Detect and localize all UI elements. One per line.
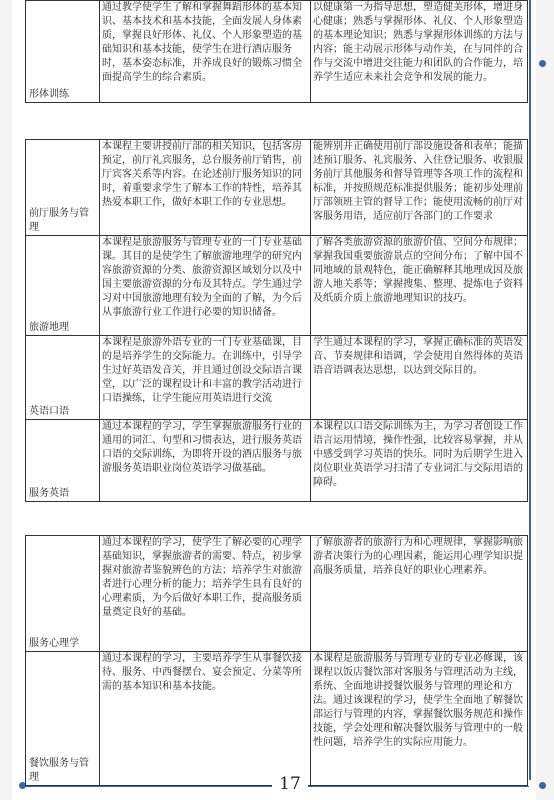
course-name: 餐饮服务与管理 xyxy=(26,652,100,786)
course-name: 旅游地理 xyxy=(26,236,100,336)
course-row xyxy=(26,652,528,786)
course-content: 能辨别并正确使用前厅部设施设备和表单；能描述预订服务、礼宾服务、入住登记服务、收银服务前厅其他服务和督导管理等各项工作的流程和标准，并按照规范标准提供服务；能初步处理前厅部领班主管的督导工作；能使用流畅的前厅对客服务用语，适应前厅各部门的工作要求 xyxy=(311,140,528,236)
course-row xyxy=(26,236,528,336)
margin-dot xyxy=(539,782,546,789)
course-content: 以健康第一为指导思想，塑造健美形体，增进身心健康；熟悉与掌握形体、礼仪、个人形象塑造的基本理论知识；熟悉与掌握形体训练的方法与内容；能主动展示形体与动作美，在与同伴的合作与交流中增进交往能力和团队的合作能力，培养学生适应未来社会竞争和发展的能力。 xyxy=(311,1,528,103)
course-goal: 本课程是旅游服务与管理专业的一门专业基础课。其目的是使学生了解旅游地理学的研究内容旅游资源的分类、旅游资源区域划分以及中国主要旅游资源的分布及其特点。学生通过学习对中国旅游地理有较为全面的了解，为今后从事旅游行业工作进行必要的知识储备。 xyxy=(100,236,311,336)
course-content: 了解各类旅游资源的旅游价值、空间分布规律；掌握我国重要旅游景点的空间分布；了解中国不同地域的景观特色，能正确解释其地理成因及旅游人地关系等；掌握搜集、整理、提炼电子资料及纸质介质上旅游地理知识的技巧。 xyxy=(311,236,528,336)
course-goal: 本课程主要讲授前厅部的相关知识，包括客房预定，前厅礼宾服务，总台服务前厅销售，前厅宾客关系等内容。在论述前厅服务知识的同时，着重要求学生了解本工作的特性，培养其热爱本职工作，做好本职工作的专业思想。 xyxy=(100,140,311,236)
course-row xyxy=(26,336,528,420)
course-content: 本课程是旅游服务与管理专业的专业必修课，该课程以饭店餐饮部对客服务与管理活动为主线，系统、全面地讲授餐饮服务与管理的理论和方法。通过该课程的学习，使学生全面地了解餐饮部运行与管理的内容，掌握餐饮服务规范和操作技能，学会处理和解决餐饮服务与管理中的一般性问题，培养学生的实际应用能力。 xyxy=(311,652,528,786)
course-goal: 通过本课程的学习，使学生了解必要的心理学基础知识，掌握旅游者的需要、特点，初步掌握对旅游者鉴貌辨色的方法；培养学生对旅游者进行心理分析的能力；培养学生具有良好的心理素质，为今后做好本职工作，提高服务质量奠定良好的基础。 xyxy=(100,536,311,652)
course-goal: 本课程是旅游外语专业的一门专业基础课，目的是培养学生的交际能力。在训练中，引导学生过好英语发音关，并且通过创设交际语言课堂，以广泛的课程设计和丰富的教学活动进行口语操练，让学生能应用英语进行交流 xyxy=(100,336,311,420)
course-name: 前厅服务与管理 xyxy=(26,140,100,236)
course-row xyxy=(26,1,528,103)
course-table-2 xyxy=(25,139,528,502)
page-number: 17 xyxy=(272,774,308,794)
course-content: 了解旅游者的旅游行为和心理规律，掌握影响旅游者决策行为的心理因素，能运用心理学知识提高服务质量，培养良好的职业心理素养。 xyxy=(311,536,528,652)
course-goal: 通过本课程的学习，学生掌握旅游服务行业的通用的词汇、句型和习惯表达，进行服务英语口语的交际训练，为即将开设的酒店服务与旅游服务英语职业岗位英语学习做基础。 xyxy=(100,420,311,502)
course-table-3 xyxy=(25,535,528,786)
course-table-1 xyxy=(25,0,528,103)
course-goal: 通过本课程的学习，主要培养学生从事餐饮接待、服务、中西餐摆台、宴会预定、分菜等所需的基本知识和基本技能。 xyxy=(100,652,311,786)
right-margin-rule xyxy=(529,0,531,780)
margin-dot xyxy=(539,60,546,67)
course-goal: 通过教学使学生了解和掌握舞蹈形体的基本知识、基本技术和基本技能，全面发展人身体素质，掌握良好形体、礼仪、个人形象塑造的基础知识和基本技能，使学生在进行酒店服务时，基本姿态标准，并养成良好的锻炼习惯全面提高学生的综合素质。 xyxy=(100,1,311,103)
course-row xyxy=(26,420,528,502)
course-row xyxy=(26,140,528,236)
course-name: 服务英语 xyxy=(26,420,100,502)
course-name: 英语口语 xyxy=(26,336,100,420)
course-content: 学生通过本课程的学习，掌握正确标准的英语发音、节奏规律和语调，学会使用自然得体的英语语音语调表达思想，以达到交际目的。 xyxy=(311,336,528,420)
course-content: 本课程以口语交际训练为主，为学习者创设工作语言运用情境，操作性强，比较容易掌握，并从中感受到学习英语的快乐。同时为后期学生进入岗位职业英语学习扫清了专业词汇与交际用语的障碍。 xyxy=(311,420,528,502)
course-row xyxy=(26,536,528,652)
course-name: 形体训练 xyxy=(26,1,100,103)
course-name: 服务心理学 xyxy=(26,536,100,652)
